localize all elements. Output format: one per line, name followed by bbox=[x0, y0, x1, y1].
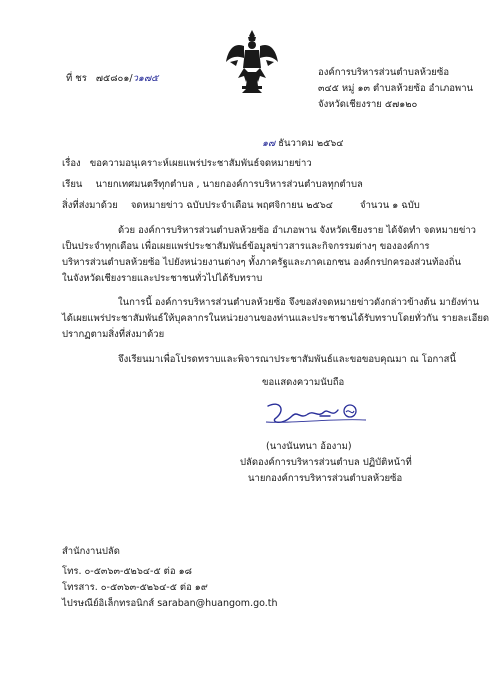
body-para3: จึงเรียนมาเพื่อโปรดทราบและพิจารณาประชาสัมพันธ์และขอขอบคุณมา ณ โอกาสนี้ bbox=[118, 354, 456, 365]
subject-text: ขอความอนุเคราะห์เผยแพร่ประชาสัมพันธ์จดหมายข่าว bbox=[89, 158, 312, 169]
recipient-text: นายกเทศมนตรีทุกตำบล , นายกองค์การบริหารส่วนตำบลทุกตำบล bbox=[95, 179, 363, 190]
enclosure-label: สิ่งที่ส่งมาด้วย bbox=[62, 200, 118, 211]
body-para1-line3: บริหารส่วนตำบลห้วยซ้อ ไปยังหน่วยงานต่างๆ ทั้งภาครัฐและภาคเอกชน องค์กรปกครองส่วนท้องถิ่น bbox=[62, 257, 462, 268]
garuda-emblem-icon bbox=[224, 28, 280, 94]
ref-prefix: ที่ ชร bbox=[66, 73, 87, 84]
ref-handwritten: ว๑๗๕ bbox=[132, 73, 159, 84]
footer-email: ไปรษณีย์อิเล็กทรอนิกส์ saraban@huangom.go.th bbox=[62, 598, 278, 609]
enclosure-line bbox=[62, 199, 333, 212]
subject-line bbox=[62, 157, 312, 170]
recipient-line bbox=[62, 178, 363, 191]
body-para2-line1: ในการนี้ องค์การบริหารส่วนตำบลห้วยซ้อ จึงขอส่งจดหมายข่าวดังกล่าวข้างต้น มายังท่าน bbox=[118, 297, 480, 308]
enclosure-text: จดหมายข่าว ฉบับประจำเดือน พฤศจิกายน ๒๕๖๔ bbox=[130, 200, 333, 211]
footer-fax: โทรสาร. ๐-๕๓๖๓-๕๒๖๔-๕ ต่อ ๑๙ bbox=[62, 582, 208, 593]
date-month-year: ธันวาคม ๒๕๖๔ bbox=[278, 138, 344, 149]
signer-position-2: นายกองค์การบริหารส่วนตำบลห้วยซ้อ bbox=[248, 473, 403, 484]
recipient-label: เรียน bbox=[62, 179, 83, 190]
sender-address-1: ๓๔๕ หมู่ ๑๓ ตำบลห้วยซ้อ อำเภอพาน bbox=[318, 83, 474, 94]
date-day: ๑๗ bbox=[262, 138, 276, 149]
closing-text: ขอแสดงความนับถือ bbox=[262, 377, 345, 388]
subject-label: เรื่อง bbox=[62, 158, 81, 169]
signature-mark bbox=[262, 396, 372, 432]
body-para1-line2: เป็นประจำทุกเดือน เพื่อเผยแพร่ประชาสัมพันธ์ข้อมูลข่าวสารและกิจกรรมต่างๆ ขององค์การ bbox=[62, 241, 430, 252]
sender-name: องค์การบริหารส่วนตำบลห้วยซ้อ bbox=[318, 67, 450, 78]
footer-office: สำนักงานปลัด bbox=[62, 546, 120, 557]
body-para1-line4: ในจังหวัดเชียงรายและประชาชนทั่วไปได้รับทราบ bbox=[62, 273, 263, 284]
body-para2-line3: ปรากฏตามสิ่งที่ส่งมาด้วย bbox=[62, 329, 165, 340]
ref-line bbox=[66, 72, 158, 85]
enclosure-qty: จำนวน ๑ ฉบับ bbox=[360, 200, 420, 211]
footer-phone: โทร. ๐-๕๓๖๓-๕๒๖๔-๕ ต่อ ๑๘ bbox=[62, 566, 192, 577]
signer-position-1: ปลัดองค์การบริหารส่วนตำบล ปฏิบัติหน้าที่ bbox=[240, 457, 412, 468]
letter-date bbox=[262, 137, 344, 150]
signer-name: (นางนันทนา อ้องาม) bbox=[266, 441, 352, 452]
body-para1-line1: ด้วย องค์การบริหารส่วนตำบลห้วยซ้อ อำเภอพาน จังหวัดเชียงราย ได้จัดทำ จดหมายข่าว bbox=[118, 225, 477, 236]
body-para2-line2: ได้เผยแพร่ประชาสัมพันธ์ให้บุคลากรในหน่วยงานของท่านและประชาชนได้รับทราบโดยทั่วกัน รายละเอียด bbox=[62, 313, 490, 324]
ref-number: ๗๕๘๐๑/ bbox=[95, 73, 133, 84]
sender-address-2: จังหวัดเชียงราย ๕๗๑๒๐ bbox=[318, 99, 418, 110]
